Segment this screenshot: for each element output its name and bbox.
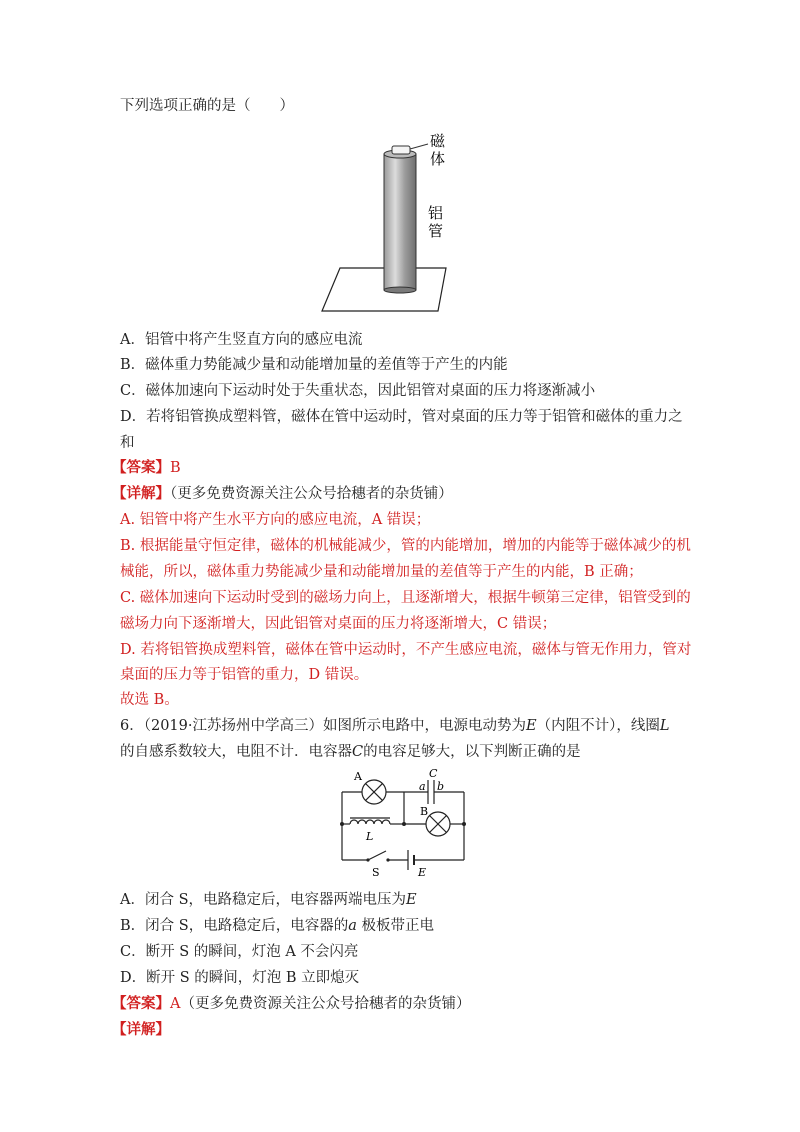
label-battery-e: E (418, 866, 427, 879)
label-magnet-2: 体 (430, 150, 446, 168)
label-capacitor-c: C (429, 768, 438, 780)
label-lamp-a: A (354, 770, 362, 783)
q5-answer-line (112, 458, 181, 478)
q6-option-b-var: a (348, 918, 357, 934)
q5-option-d-cont: 和 (120, 435, 135, 451)
q5-explain-a: A. 铝管中将产生水平方向的感应电流，A 错误； (120, 512, 431, 528)
switch-lever (368, 851, 386, 860)
q5-detail-line (112, 484, 453, 504)
label-switch-s: S (372, 866, 380, 879)
q6-detail-line (112, 1020, 170, 1040)
q5-option-b: B．磁体重力势能减少量和动能增加量的差值等于产生的内能 (120, 357, 508, 373)
label-magnet-1: 磁 (430, 132, 446, 150)
inductor-coil (350, 820, 390, 824)
q6-stem-1b: （内阻不计），线圈 (536, 718, 660, 734)
label-plate-a: a (419, 780, 426, 793)
label-plate-b: b (437, 780, 445, 793)
q5-answer-value: B (170, 460, 181, 476)
q5-explain-c2: 磁场力向下逐渐增大，因此铝管对桌面的压力将逐渐增大，C 错误； (120, 616, 557, 632)
q6-option-a (120, 890, 417, 910)
q6-answer-line (112, 994, 470, 1014)
q6-var-c: C (352, 744, 364, 760)
q5-detail-note: （更多免费资源关注公众号拾穗者的杂货铺） (170, 486, 453, 502)
q6-stem-2a: 的自感系数较大，电阻不计．电容器 (120, 744, 352, 760)
q6-option-d: D．断开 S 的瞬间，灯泡 B 立即熄灭 (120, 970, 360, 986)
q6-option-b-text1: B．闭合 S，电路稳定后，电容器的 (120, 918, 349, 934)
q5-option-c: C．磁体加速向下运动时处于失重状态，因此铝管对桌面的压力将逐渐减小 (120, 383, 596, 399)
q6-option-b-text2: 极板带正电 (356, 918, 434, 934)
q6-answer-value: A (170, 996, 181, 1012)
q6-option-c: C．断开 S 的瞬间，灯泡 A 不会闪亮 (120, 944, 359, 960)
magnet-tube-figure (318, 128, 458, 314)
q6-answer-note: （更多免费资源关注公众号拾穗者的杂货铺） (180, 996, 471, 1012)
q5-detail-label: 【详解】 (112, 485, 170, 502)
q5-stem: 下列选项正确的是（ ） (120, 98, 294, 114)
tube-bottom (384, 287, 416, 293)
aluminum-tube (384, 154, 416, 290)
circuit-diagram (330, 768, 480, 880)
q5-answer-label: 【答案】 (112, 459, 170, 476)
q5-explain-b1: B. 根据能量守恒定律，磁体的机械能减少，管的内能增加，增加的内能等于磁体减少的机 (120, 538, 691, 554)
label-lamp-b: B (420, 805, 429, 818)
q6-detail-label: 【详解】 (112, 1021, 170, 1038)
q6-stem-2b: 的电容足够大，以下判断正确的是 (363, 744, 581, 760)
q5-option-a: A．铝管中将产生竖直方向的感应电流 (120, 332, 363, 348)
q5-explain-b2: 械能，所以，磁体重力势能减少量和动能增加量的差值等于产生的内能，B 正确； (120, 564, 643, 580)
q5-explain-d2: 桌面的压力等于铝管的重力，D 错误。 (120, 667, 369, 683)
q6-stem-1a: 6．（2019·江苏扬州中学高三）如图所示电路中，电源电动势为 (120, 718, 526, 734)
q6-answer-label: 【答案】 (112, 995, 170, 1012)
q6-option-b (120, 916, 434, 936)
q5-explain-d1: D. 若将铝管换成塑料管，磁体在管中运动时，不产生感应电流，磁体与管无作用力，管对 (120, 642, 692, 658)
label-tube-1: 铝 (428, 204, 444, 222)
q6-option-a-text: A．闭合 S，电路稳定后，电容器两端电压为 (120, 892, 407, 908)
label-inductor-l: L (366, 830, 374, 843)
label-tube-2: 管 (428, 222, 444, 240)
q6-stem-line-2 (120, 742, 581, 762)
q6-var-l: L (659, 718, 670, 734)
q6-stem-line-1 (120, 716, 669, 736)
q6-var-e: E (525, 718, 537, 734)
q5-conclusion: 故选 B。 (120, 692, 179, 708)
magnet (392, 146, 410, 154)
q5-explain-c1: C. 磁体加速向下运动时受到的磁场力向上，且逐渐增大，根据牛顿第三定律，铝管受到的 (120, 590, 691, 606)
q5-option-d: D．若将铝管换成塑料管，磁体在管中运动时，管对桌面的压力等于铝管和磁体的重力之 (120, 409, 683, 425)
q6-option-a-var: E (406, 892, 417, 908)
